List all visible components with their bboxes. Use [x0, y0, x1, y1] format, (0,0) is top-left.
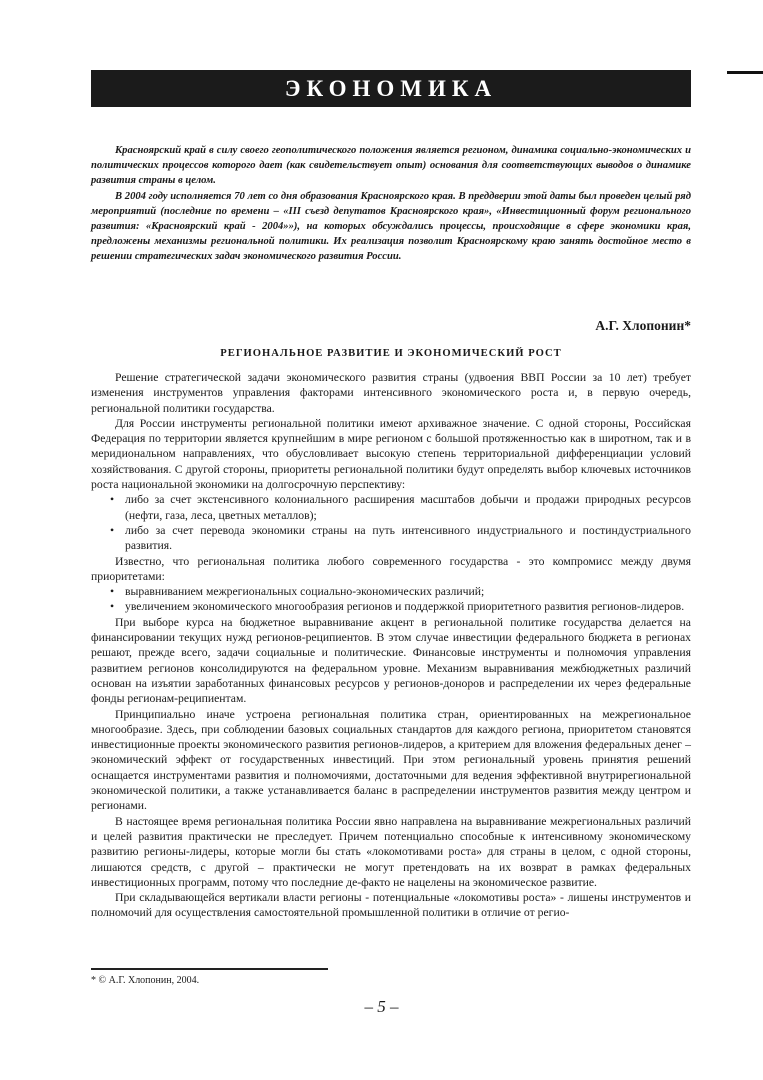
list-item: • либо за счет экстенсивного колониального расширения масштабов добычи и продажи природных ресурсов (нефти, газа, леса, цветных металлов);	[110, 493, 691, 522]
body-paragraph: В настоящее время региональная политика России явно направлена на выравнивание межрегиональных различий и целей развития практически не преследует. Причем потенциально способные к интенсивному экономическому развитию регионы-лидеры, которые могли бы стать «локомотивами роста» для страны в целом, с одной стороны, лишаются средств, с другой – практически не могут претендовать на их возврат в рамках федеральных инвестиционных программ, потому что последние де-факто не нацелены на экономическое развитие.	[91, 814, 691, 889]
author-name: А.Г. Хлопонин*	[595, 318, 691, 333]
body-paragraph: Для России инструменты региональной политики имеют архиважное значение. С одной стороны, Российская Федерация по территории является крупнейшим в мире регионом с большой протяженностью как в широтном, так и в меридиональном направлениях, что обусловливает высокую степень территориальной дифференциации условий хозяйствования. С другой стороны, приоритеты региональной политики будут определять выбор ключевых источников роста национальной экономики на долгосрочную перспективу:	[91, 416, 691, 492]
edge-tab-marker	[727, 71, 763, 74]
footnote-divider	[91, 968, 328, 970]
body-paragraph: При выборе курса на бюджетное выравнивание акцент в региональной политике государства делается на финансировании текущих нужд регионов-реципиентов. В этом случае инвестиции федерального бюджета в регионах решают, прежде всего, задачи социальные и политические. Финансовые инструменты и полномочия управления развитием регионов консолидируются на федеральном уровне. Механизм выравнивания межбюджетных различий основан на изъятии заработанных финансовых ресурсов у регионов-доноров и распределении их через федеральные фонды регионам-реципиентам.	[91, 615, 691, 706]
list-item-text: выравниванием межрегиональных социально-экономических различий;	[125, 585, 485, 599]
abstract-paragraph: В 2004 году исполняется 70 лет со дня образования Красноярского края. В преддверии этой даты был проведен целый ряд мероприятий (последние по времени – «III съезд депутатов Красноярского края», «Инвестиционный форум регионального развития: «Красноярский край - 2004»»), на которых обсуждались процессы, происходящие в сфере экономики края, предложены механизмы региональной политики. Их реализация позволит Красноярскому краю занять достойное место в решении стратегических задач экономического развития России.	[91, 190, 691, 263]
article-body	[91, 370, 691, 921]
section-banner: ЭКОНОМИКА	[91, 70, 691, 107]
list-item-text: либо за счет экстенсивного колониального расширения масштабов добычи и продажи природных ресурсов (нефти, газа, леса, цветных металлов);	[125, 493, 691, 522]
list-item: • либо за счет перевода экономики страны на путь интенсивного индустриального и постиндустриального развития.	[110, 523, 691, 553]
article-title: РЕГИОНАЛЬНОЕ РАЗВИТИЕ И ЭКОНОМИЧЕСКИЙ РОСТ	[220, 348, 562, 359]
abstract	[91, 143, 691, 265]
page-number: – 5 –	[364, 997, 399, 1016]
body-paragraph: Известно, что региональная политика любого современного государства - это компромисс между двумя приоритетами:	[91, 554, 691, 583]
bullet-list	[91, 584, 691, 615]
list-item-text: увеличением экономического многообразия регионов и поддержкой приоритетного развития регионов-лидеров.	[125, 600, 685, 614]
list-item: • выравниванием межрегиональных социально-экономических различий;	[110, 585, 485, 599]
bullet-list	[91, 492, 691, 553]
list-item-text: либо за счет перевода экономики страны на путь интенсивного индустриального и постиндустриального развития.	[125, 523, 691, 553]
body-paragraph: При складывающейся вертикали власти регионы - потенциальные «локомотивы роста» - лишены инструментов и полномочий для осуществления самостоятельной промышленной политики в отличие от регио-	[91, 891, 691, 920]
list-item: • увеличением экономического многообразия регионов и поддержкой приоритетного развития регионов-лидеров.	[110, 600, 685, 614]
abstract-paragraph: Красноярский край в силу своего геополитического положения является регионом, динамика социально-экономических и политических процессов которого дает (как свидетельствует опыт) основания для соответствующих выводов о динамике развития страны в целом.	[91, 145, 691, 187]
body-paragraph: Принципиально иначе устроена региональная политика стран, ориентированных на межрегиональное многообразие. Здесь, при соблюдении базовых социальных стандартов для каждого региона, приоритетом становятся инвестиционные проекты экономического развития регионов-лидеров, а критерием для вложения федеральных денег – экономический эффект от государственных инвестиций. При этом региональный уровень принятия решений оснащается инструментами развития и полномочиями, достаточными для ведения эффективной внутрирегиональной экономической политики, а также устанавливается баланс в распределении инструментов развития между центром и регионами.	[91, 707, 691, 813]
body-paragraph: Решение стратегической задачи экономического развития страны (удвоения ВВП России за 10 лет) требует изменения инструментов управления факторами интенсивного экономического роста и, в первую очередь, региональной политики государства.	[91, 371, 691, 415]
footnote: * © А.Г. Хлопонин, 2004.	[91, 975, 200, 986]
